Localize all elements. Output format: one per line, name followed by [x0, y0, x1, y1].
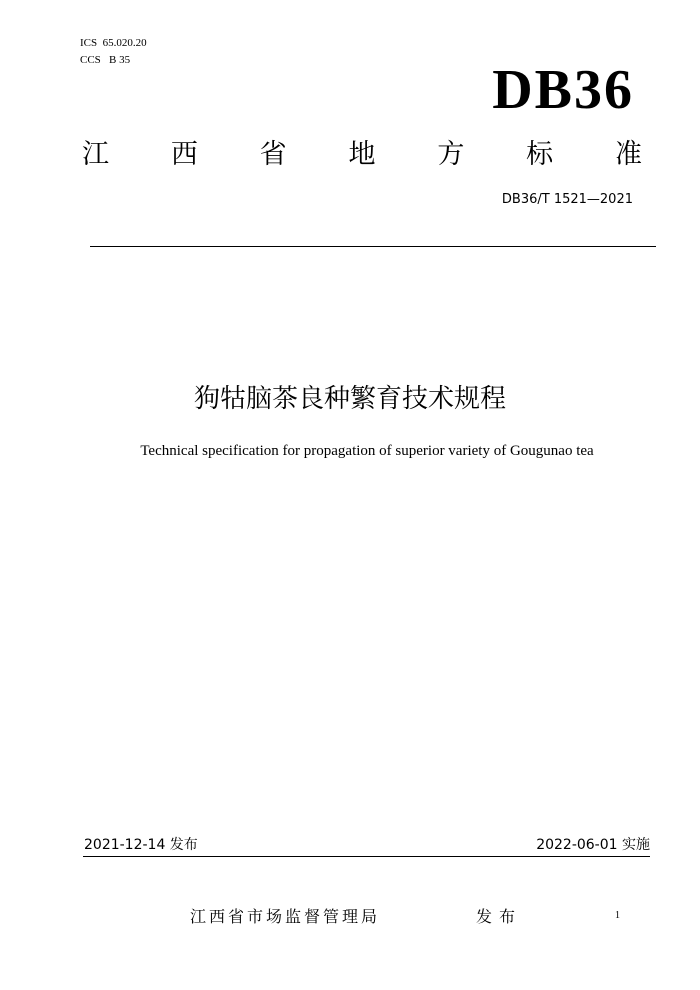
- implementation-date: 2022-06-01 实施: [536, 837, 650, 853]
- standard-type-char: 标: [526, 139, 554, 170]
- standard-type-char: 地: [348, 139, 376, 170]
- issuing-authority: 江西省市场监督管理局: [190, 907, 381, 926]
- standard-type: [82, 138, 642, 172]
- standard-type-char: 江: [82, 139, 109, 170]
- page-number: 1: [615, 910, 620, 921]
- standard-number: DB36/T 1521—2021: [501, 192, 633, 207]
- standard-type-char: 省: [259, 139, 287, 170]
- issue-label: 发布: [476, 907, 523, 926]
- standard-type-char: 方: [437, 139, 465, 170]
- ccs-code: CCS B 35: [80, 54, 131, 66]
- title-chinese: 狗牯脑茶良种繁育技术规程: [193, 384, 506, 414]
- bottom-divider: [83, 856, 650, 857]
- issue-date: 2021-12-14 发布: [84, 837, 198, 853]
- standard-code: DB36: [492, 59, 634, 121]
- title-english: Technical specification for propagation of superior variety of Gougunao tea: [140, 443, 594, 459]
- standard-type-char: 西: [170, 139, 198, 170]
- standard-type-char: 准: [614, 139, 642, 170]
- top-divider: [90, 246, 656, 247]
- ics-code: ICS 65.020.20: [80, 37, 147, 49]
